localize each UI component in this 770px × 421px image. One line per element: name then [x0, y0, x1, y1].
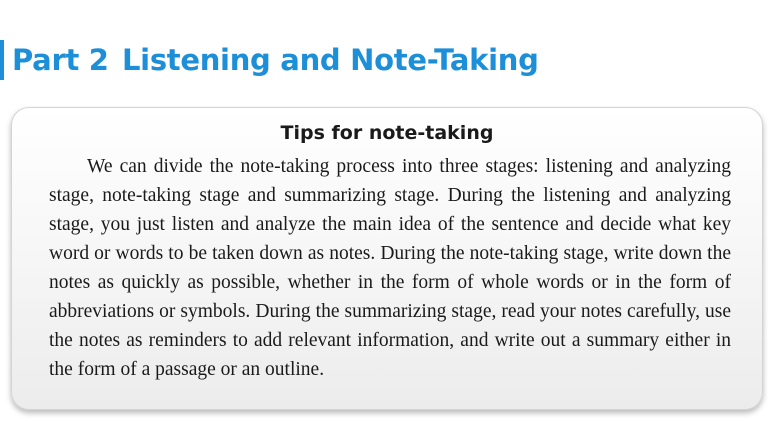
tips-box	[11, 107, 763, 410]
section-title: Listening and Note-Taking	[122, 43, 539, 77]
section-accent-bar	[0, 40, 4, 80]
tips-paragraph: We can divide the note-taking process into three stages: listening and analyzing stage, note-taking stage and summarizing stage. During the listening and analyzing stage, you just listen and analyze the main idea of the sentence and decide what key word or words to be taken down as notes. During the note-taking stage, write down the notes as quickly as possible, whether in the form of whole words or in the form of abbreviations or symbols. During the summarizing stage, read your notes carefully, use the notes as reminders to add relevant information, and write out a summary either in the form of a passage or an outline.	[49, 156, 731, 380]
section-heading	[12, 38, 539, 82]
tips-title: Tips for note-taking	[280, 122, 494, 144]
part-number: Part 2	[12, 43, 109, 77]
